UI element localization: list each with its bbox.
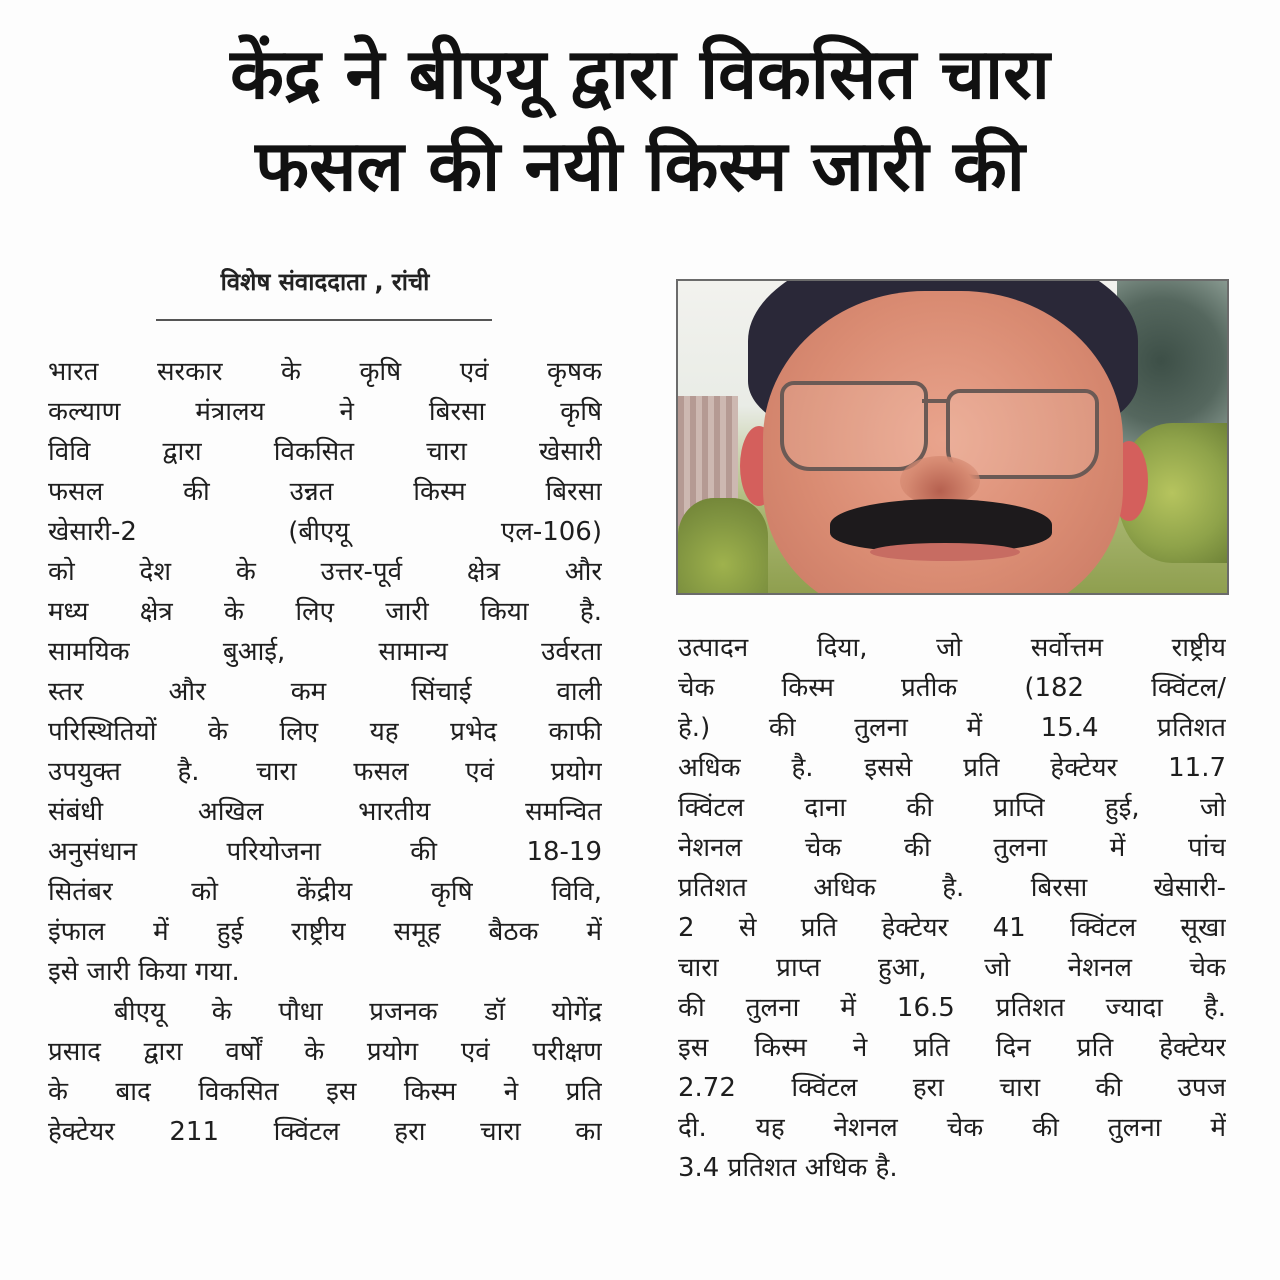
article-line: इसे जारी किया गया. [48, 957, 240, 987]
article-line: चेक किस्म प्रतीक (182 क्विंटल/ [678, 673, 1226, 703]
article-line: प्रतिशत अधिक है. बिरसा खेसारी- [678, 873, 1226, 903]
headline [40, 28, 1240, 212]
byline-divider [156, 319, 492, 321]
article-line: इस किस्म ने प्रति दिन प्रति हेक्टेयर [678, 1033, 1226, 1063]
portrait-photo [676, 279, 1229, 595]
article-line: 2 से प्रति हेक्टेयर 41 क्विंटल सूखा [678, 913, 1226, 943]
article-line: चारा प्राप्त हुआ, जो नेशनल चेक [678, 953, 1226, 983]
photo-glasses-left-lens [780, 381, 928, 471]
article-line: स्तर और कम सिंचाई वाली [48, 677, 602, 707]
article-line: कल्याण मंत्रालय ने बिरसा कृषि [48, 397, 602, 427]
article-line: के बाद विकसित इस किस्म ने प्रति [48, 1077, 602, 1107]
article-line: परिस्थितियों के लिए यह प्रभेद काफी [48, 717, 602, 747]
article-line: अनुसंधान परियोजना की 18-19 [48, 837, 602, 867]
article-line: को देश के उत्तर-पूर्व क्षेत्र और [48, 557, 602, 587]
article-line: बीएयू के पौधा प्रजनक डॉ योगेंद्र [114, 997, 602, 1027]
headline-line-1: केंद्र ने बीएयू द्वारा विकसित चारा [230, 33, 1050, 115]
article-line: 2.72 क्विंटल हरा चारा की उपज [678, 1073, 1226, 1103]
photo-bush-left [678, 498, 768, 593]
article-line: विवि द्वारा विकसित चारा खेसारी [48, 437, 602, 467]
article-line: सितंबर को केंद्रीय कृषि विवि, [48, 877, 602, 907]
article-line: हेक्टेयर 211 क्विंटल हरा चारा का [48, 1117, 602, 1147]
article-line: फसल की उन्नत किस्म बिरसा [48, 477, 602, 507]
article-line: भारत सरकार के कृषि एवं कृषक [48, 357, 602, 387]
article-line: प्रसाद द्वारा वर्षों के प्रयोग एवं परीक्षण [48, 1037, 602, 1067]
photo-lips [870, 543, 1020, 561]
article-line: खेसारी-2 (बीएयू एल-106) [48, 517, 602, 547]
article-line: संबंधी अखिल भारतीय समन्वित [48, 797, 602, 827]
article-column-right [678, 628, 1226, 1188]
byline: विशेष संवाददाता , रांची [220, 268, 430, 296]
article-line: 3.4 प्रतिशत अधिक है. [678, 1153, 898, 1183]
article-line: मध्य क्षेत्र के लिए जारी किया है. [48, 597, 602, 627]
photo-glasses-bridge [922, 399, 950, 403]
article-column-left [48, 352, 602, 1152]
article-line: हे.) की तुलना में 15.4 प्रतिशत [678, 713, 1226, 743]
article-line: सामयिक बुआई, सामान्य उर्वरता [48, 637, 602, 667]
article-line: क्विंटल दाना की प्राप्ति हुई, जो [678, 793, 1226, 823]
article-line: उत्पादन दिया, जो सर्वोत्तम राष्ट्रीय [678, 633, 1226, 663]
article-line: अधिक है. इससे प्रति हेक्टेयर 11.7 [678, 753, 1226, 783]
article-line: इंफाल में हुई राष्ट्रीय समूह बैठक में [48, 917, 602, 947]
article-line: नेशनल चेक की तुलना में पांच [678, 833, 1226, 863]
headline-line-2: फसल की नयी किस्म जारी की [255, 125, 1025, 207]
article-line: दी. यह नेशनल चेक की तुलना में [678, 1113, 1226, 1143]
article-line: की तुलना में 16.5 प्रतिशत ज्यादा है. [678, 993, 1226, 1023]
article-line: उपयुक्त है. चारा फसल एवं प्रयोग [48, 757, 602, 787]
